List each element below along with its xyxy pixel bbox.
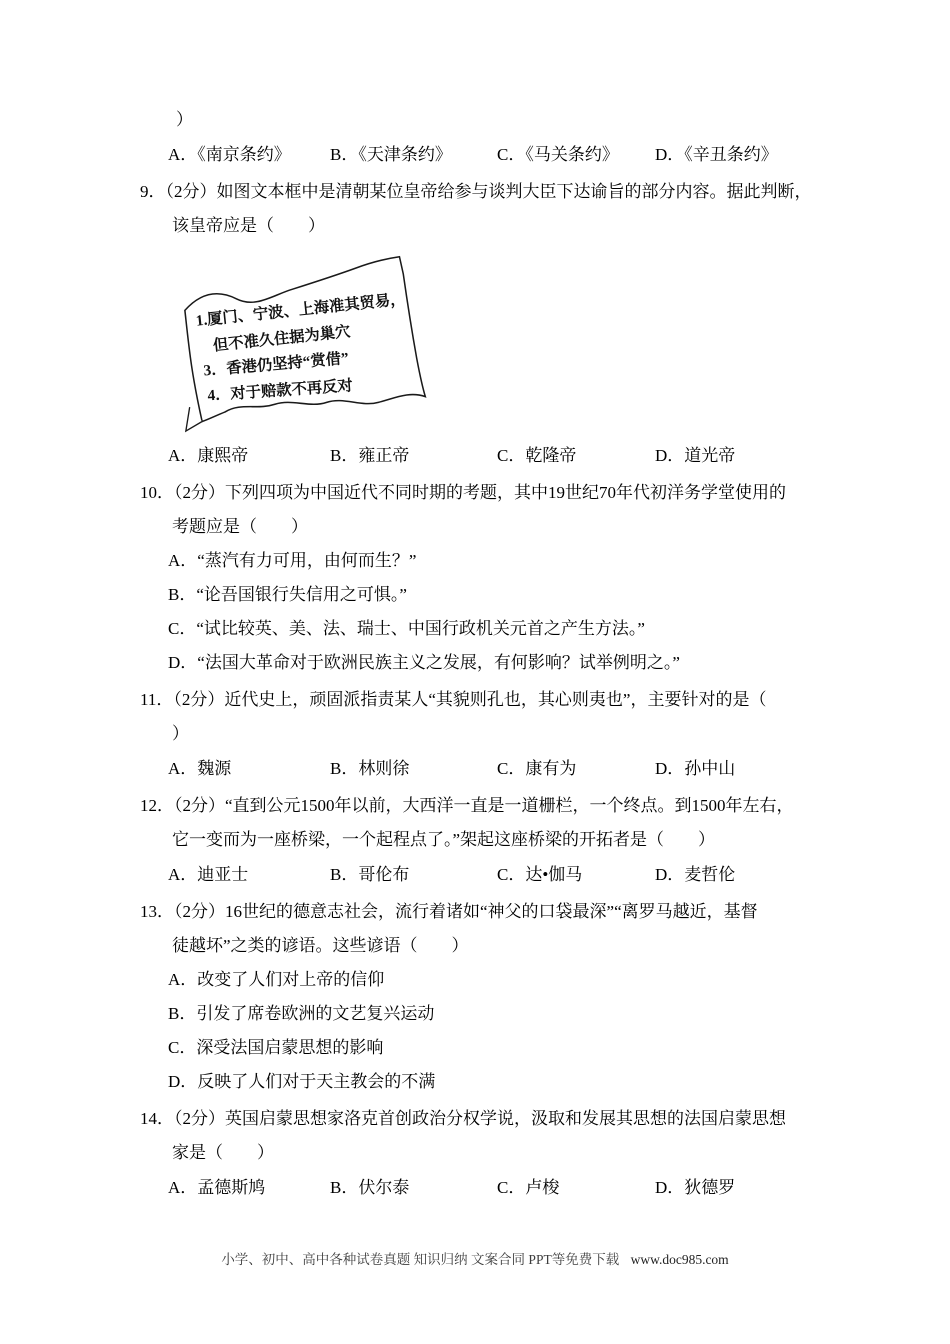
- scroll-line-3: 3．香港仍坚持“赏借”: [202, 349, 350, 380]
- question-11-option-d: D．孙中山: [655, 759, 736, 778]
- question-12-options: [140, 858, 832, 892]
- scroll-line-1: 1.厦门、宁波、上海准其贸易，: [195, 290, 407, 330]
- question-11-options: [140, 752, 832, 786]
- question-14-stem-line-2: 家是（ ）: [172, 1143, 274, 1162]
- edict-scroll-figure: [150, 251, 442, 433]
- question-10-option-c: C．“试比较英、美、法、瑞士、中国行政机关元首之产生方法。”: [168, 619, 645, 638]
- question-8-option-a: A．《南京条约》: [168, 145, 291, 164]
- question-9-options: [140, 439, 832, 473]
- question-13-stem-line-1: 13．（2分）16世纪的德意志社会，流行着诸如“神父的口袋最深”“离罗马越近，基督: [140, 902, 758, 921]
- question-8-option-b: B．《天津条约》: [330, 145, 452, 164]
- question-11-option-a: A．魏源: [168, 759, 232, 778]
- question-9-option-b: B．雍正帝: [330, 446, 410, 465]
- question-12-option-a: A．迪亚士: [168, 865, 249, 884]
- question-12-option-b: B．哥伦布: [330, 865, 410, 884]
- question-14-stem-line-1: 14．（2分）英国启蒙思想家洛克首创政治分权学说，汲取和发展其思想的法国启蒙思想: [140, 1109, 786, 1128]
- question-10-option-a: A．“蒸汽有力可用，由何而生？”: [168, 551, 417, 570]
- question-9-stem-line-2: 该皇帝应是（ ）: [172, 216, 325, 235]
- exam-page-content: [140, 103, 832, 1205]
- question-8-option-c: C．《马关条约》: [497, 145, 619, 164]
- scroll-line-2: 但不准久住据为巢穴: [212, 323, 352, 355]
- footer-text: 小学、初中、高中各种试卷真题 知识归纳 文案合同 PPT等免费下载: [221, 1252, 620, 1267]
- question-13-option-a: A．改变了人们对上帝的信仰: [168, 970, 385, 989]
- question-12-option-c: C．达•伽马: [497, 865, 583, 884]
- edict-scroll-image: [150, 251, 442, 433]
- question-9-option-d: D．道光帝: [655, 446, 736, 465]
- question-8-tail-paren: ）: [176, 110, 193, 129]
- question-11-stem-line-1: 11．（2分）近代史上，顽固派指责某人“其貌则孔也，其心则夷也”，主要针对的是（: [140, 690, 767, 709]
- question-13-options: [140, 963, 832, 1099]
- question-12-stem-line-1: 12．（2分）“直到公元1500年以前，大西洋一直是一道栅栏，一个终点。到1500年左右，: [140, 796, 794, 815]
- page-footer: [0, 1248, 950, 1268]
- question-11-stem: [140, 683, 832, 751]
- question-13-option-d: D．反映了人们对于天主教会的不满: [168, 1072, 436, 1091]
- scroll-line-4: 4．对于赔款不再反对: [206, 377, 354, 405]
- question-10-stem-line-1: 10．（2分）下列四项为中国近代不同时期的考题，其中19世纪70年代初洋务学堂使用的: [140, 483, 786, 502]
- question-14-option-b: B．伏尔泰: [330, 1178, 410, 1197]
- question-14-options: [140, 1171, 832, 1205]
- question-10-stem-line-2: 考题应是（ ）: [172, 517, 308, 536]
- question-9-option-a: A．康熙帝: [168, 446, 249, 465]
- question-8-option-d: D．《辛丑条约》: [655, 145, 778, 164]
- question-9-option-c: C．乾隆帝: [497, 446, 577, 465]
- question-12-stem-line-2: 它一变而为一座桥梁，一个起程点了。”架起这座桥梁的开拓者是（ ）: [172, 830, 716, 849]
- question-13-option-c: C．深受法国启蒙思想的影响: [168, 1038, 384, 1057]
- question-12-option-d: D．麦哲伦: [655, 865, 736, 884]
- question-13-stem-line-2: 徒越坏”之类的谚语。这些谚语（ ）: [172, 936, 469, 955]
- question-8-options: [140, 138, 832, 172]
- question-9-stem-line-1: 9．（2分）如图文本框中是清朝某位皇帝给参与谈判大臣下达谕旨的部分内容。据此判断，: [140, 182, 812, 201]
- question-14-option-a: A．孟德斯鸠: [168, 1178, 266, 1197]
- question-10-option-d: D．“法国大革命对于欧洲民族主义之发展，有何影响？试举例明之。”: [168, 653, 680, 672]
- question-10-option-b: B．“论吾国银行失信用之可惧。”: [168, 585, 407, 604]
- question-12-stem: [140, 789, 832, 857]
- question-10-options: [140, 544, 832, 680]
- question-14-option-c: C．卢梭: [497, 1178, 560, 1197]
- question-13-option-b: B．引发了席卷欧洲的文艺复兴运动: [168, 1004, 435, 1023]
- question-14-option-d: D．狄德罗: [655, 1178, 736, 1197]
- question-13-stem: [140, 895, 832, 963]
- question-10-stem: [140, 476, 832, 544]
- question-11-stem-line-2: ）: [172, 724, 189, 743]
- question-14-stem: [140, 1102, 832, 1170]
- question-11-option-c: C．康有为: [497, 759, 577, 778]
- question-9-stem: [140, 175, 832, 243]
- question-11-option-b: B．林则徐: [330, 759, 410, 778]
- footer-url: www.doc985.com: [630, 1252, 729, 1267]
